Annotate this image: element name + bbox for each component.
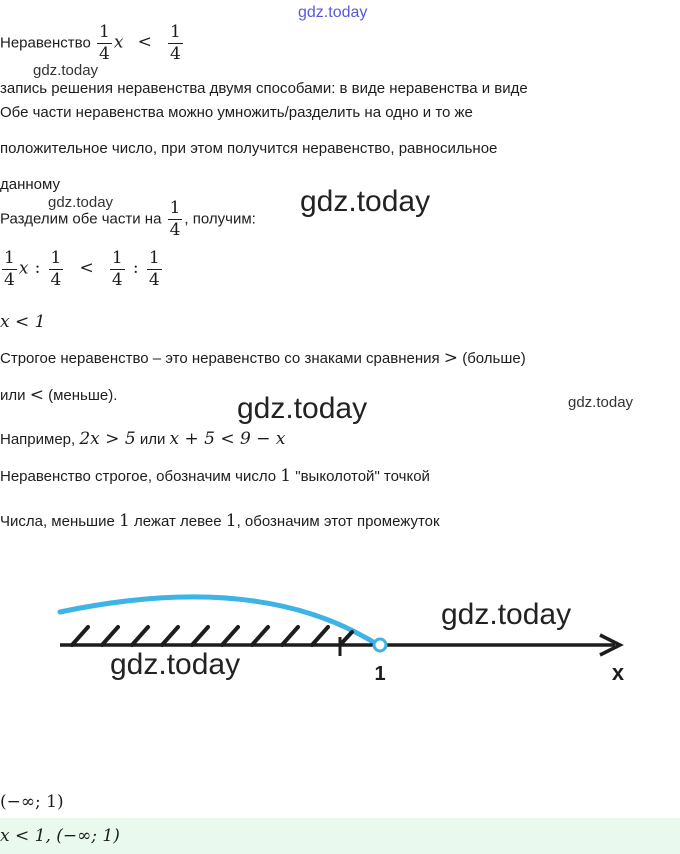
watermark: gdz.today [237,392,368,425]
watermark-top: gdz.today [298,4,368,21]
watermark: gdz.today [441,598,572,631]
fraction: $\frac{1}{4}$ [50,248,62,290]
answer-text: x < 1, (−∞; 1) [0,826,120,846]
punctured-point [374,639,386,651]
rule-line-3: данному [0,176,60,193]
watermark: gdz.today [110,648,241,681]
fraction: $\frac{1}{4}$ [111,248,123,290]
example-line: Например, 2x > 5 или x + 5 < 9 − x [0,429,286,449]
watermark: gdz.today [300,185,431,218]
fraction: $\frac{1}{4}$ [169,198,181,240]
watermark: gdz.today [48,194,114,211]
strict-definition-cont: или < (меньше). [0,385,118,405]
point-label: 1 [374,663,386,685]
method-note: запись решения неравенства двумя способами: в виде неравенства и виде [0,80,528,97]
fraction: $\frac{1}{4}$ [98,22,110,64]
rule-line-2: положительное число, при этом получится неравенство, равносильное [0,140,498,157]
result-expression: x < 1 [0,312,46,332]
watermark: gdz.today [568,394,634,411]
axis-label: x [611,660,625,685]
number-line [0,580,680,700]
fraction: $\frac{1}{4}$ [4,248,15,290]
interval-description: Числа, меньшие 1 лежат левее 1, обозначим этот промежуток [0,511,440,531]
fraction: $\frac{1}{4}$ [170,22,181,64]
rule-line-1: Обе части неравенства можно умножить/разделить на одно и то же [0,104,473,121]
watermark: gdz.today [33,62,99,79]
strict-definition: Строгое неравенство – это неравенство со знаками сравнения > (больше) [0,348,526,368]
hatching [72,627,352,645]
division-expression: $\frac{1}{4}$ x : $\frac{1}{4}$ < $\frac{1}{4}$ : $\frac{1}{4}$ [4,248,160,290]
interval-notation: (−∞; 1) [0,792,64,812]
divide-line: Разделим обе части на $\frac{1}{4}$ , получим: [0,198,256,240]
inequality-statement: Неравенство $\frac{1}{4}$ x < $\frac{1}{4}$ [0,22,181,64]
statement-label: Неравенство [0,34,91,52]
fraction: $\frac{1}{4}$ [148,248,160,290]
strict-point-line: Неравенство строгое, обозначим число 1 "выколотой" точкой [0,466,430,486]
answer-box [0,818,680,854]
